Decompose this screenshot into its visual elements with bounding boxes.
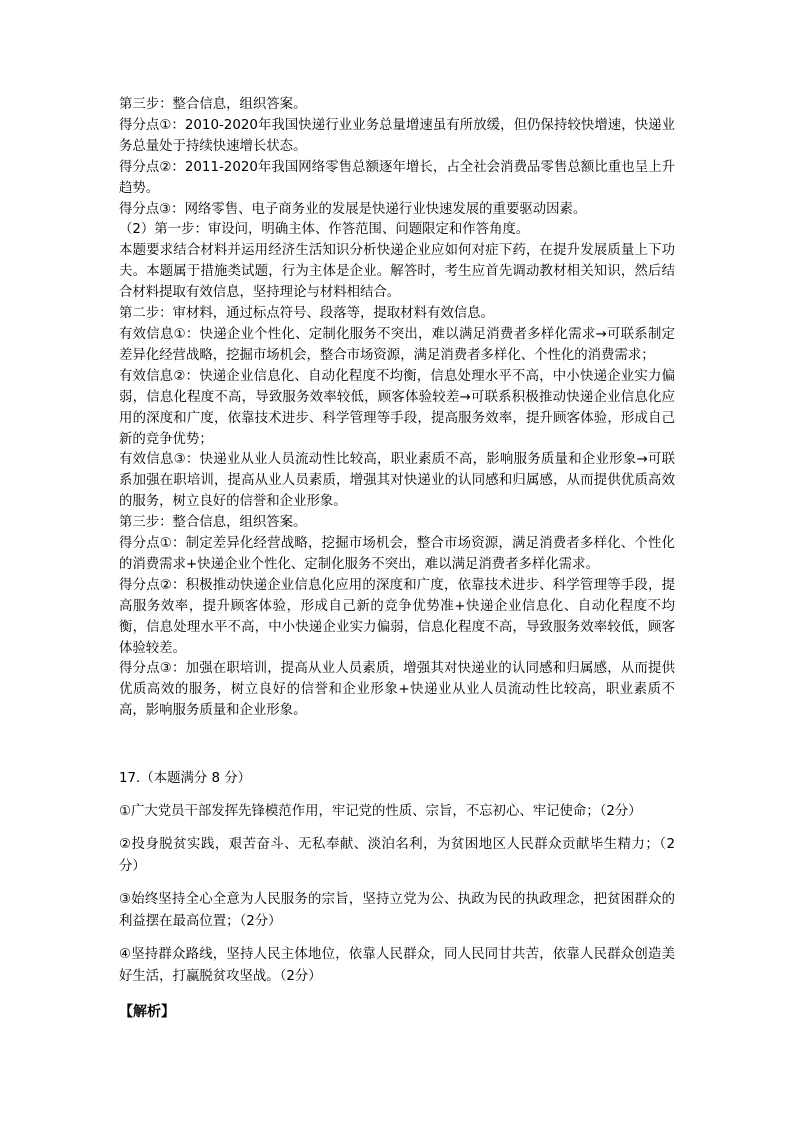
answer-item-2: ②投身脱贫实践，艰苦奋斗、无私奉献、淡泊名利，为贫困地区人民群众贡献毕生精力；（2分） [119,837,675,874]
question-17-title: 17.（本题满分 8 分） [119,771,252,786]
question-17 [119,768,675,999]
effective-info-3: 有效信息③：快递业从业人员流动性比较高，职业素质不高，影响服务质量和企业形象→可联系加强在职培训，提高从业人员素质，增强其对快递业的认同感和归属感，从而提供优质高效的服务，树立良好的信誉和企业形象。 [119,452,675,510]
step3-heading: 第三步：整合信息，组织答案。 [119,97,307,112]
analysis-label: 【解析】 [119,1004,175,1020]
part2-step1: （2）第一步：审设问，明确主体、作答范围、问题限定和作答角度。 [119,222,530,238]
score-point-1: 得分点①：2010-2020年我国快递行业业务总量增速虽有所放缓，但仍保持较快增速，快递业务总量处于持续快速增长状态。 [119,117,675,154]
score-point-2: 得分点②：2011-2020年我国网络零售总额逐年增长，占全社会消费品零售总额比重也呈上升趋势。 [119,159,675,196]
part2-score-point-3: 得分点③：加强在职培训，提高从业人员素质，增强其对快递业的认同感和归属感，从而提供优质高效的服务，树立良好的信誉和企业形象+快递业从业人员流动性比较高，职业素质不高，影响服务质量和企业形象。 [119,661,675,719]
answer-item-4: ④坚持群众路线，坚持人民主体地位，依靠人民群众，同人民同甘共苦，依靠人民群众创造美好生活，打赢脱贫攻坚战。（2分） [119,947,675,984]
effective-info-1: 有效信息①：快递企业个性化、定制化服务不突出，难以满足消费者多样化需求→可联系制定差异化经营战略，挖掘市场机会，整合市场资源，满足消费者多样化、个性化的消费需求； [119,326,675,363]
section-a [119,95,675,722]
effective-info-2: 有效信息②：快递企业信息化、自动化程度不均衡，信息处理水平不高，中小快递企业实力偏弱，信息化程度不高，导致服务效率较低，顾客体验较差→可联系积极推动快递企业信息化应用的深度和广度，依靠技术进步、科学管理等手段，提高服务效率，提升顾客体验，形成自己新的竞争优势； [119,368,675,447]
part2-step3: 第三步：整合信息，组织答案。 [119,515,307,531]
part2-score-point-1: 得分点①：制定差异化经营战略，挖掘市场机会，整合市场资源，满足消费者多样化、个性化的消费需求+快递企业个性化、定制化服务不突出，难以满足消费者多样化需求。 [119,536,675,572]
part2-score-point-2: 得分点②：积极推动快递企业信息化应用的深度和广度，依靠技术进步、科学管理等手段，提高服务效率，提升顾客体验，形成自己新的竞争优势准+快递企业信息化、自动化程度不均衡，信息处理水平不高，中小快递企业实力偏弱，信息化程度不高，导致服务效率较低，顾客体验较差。 [119,577,675,656]
part2-requirement: 本题要求结合材料并运用经济生活知识分析快递企业应如何对症下药，在提升发展质量上下功夫。本题属于措施类试题，行为主体是企业。解答时，考生应首先调动教材相关知识，然后结合材料提取有效信息，坚持理论与材料相结合。 [119,243,675,301]
part2-step2: 第二步：审材料，通过标点符号、段落等，提取材料有效信息。 [119,306,494,322]
answer-item-1: ①广大党员干部发挥先锋模范作用，牢记党的性质、宗旨，不忘初心、牢记使命；（2分） [119,804,642,819]
score-point-3: 得分点③：网络零售、电子商务业的发展是快递行业快速发展的重要驱动因素。 [119,201,587,217]
answer-item-3: ③始终坚持全心全意为人民服务的宗旨，坚持立党为公、执政为民的执政理念，把贫困群众的利益摆在最高位置；（2分） [119,892,675,929]
